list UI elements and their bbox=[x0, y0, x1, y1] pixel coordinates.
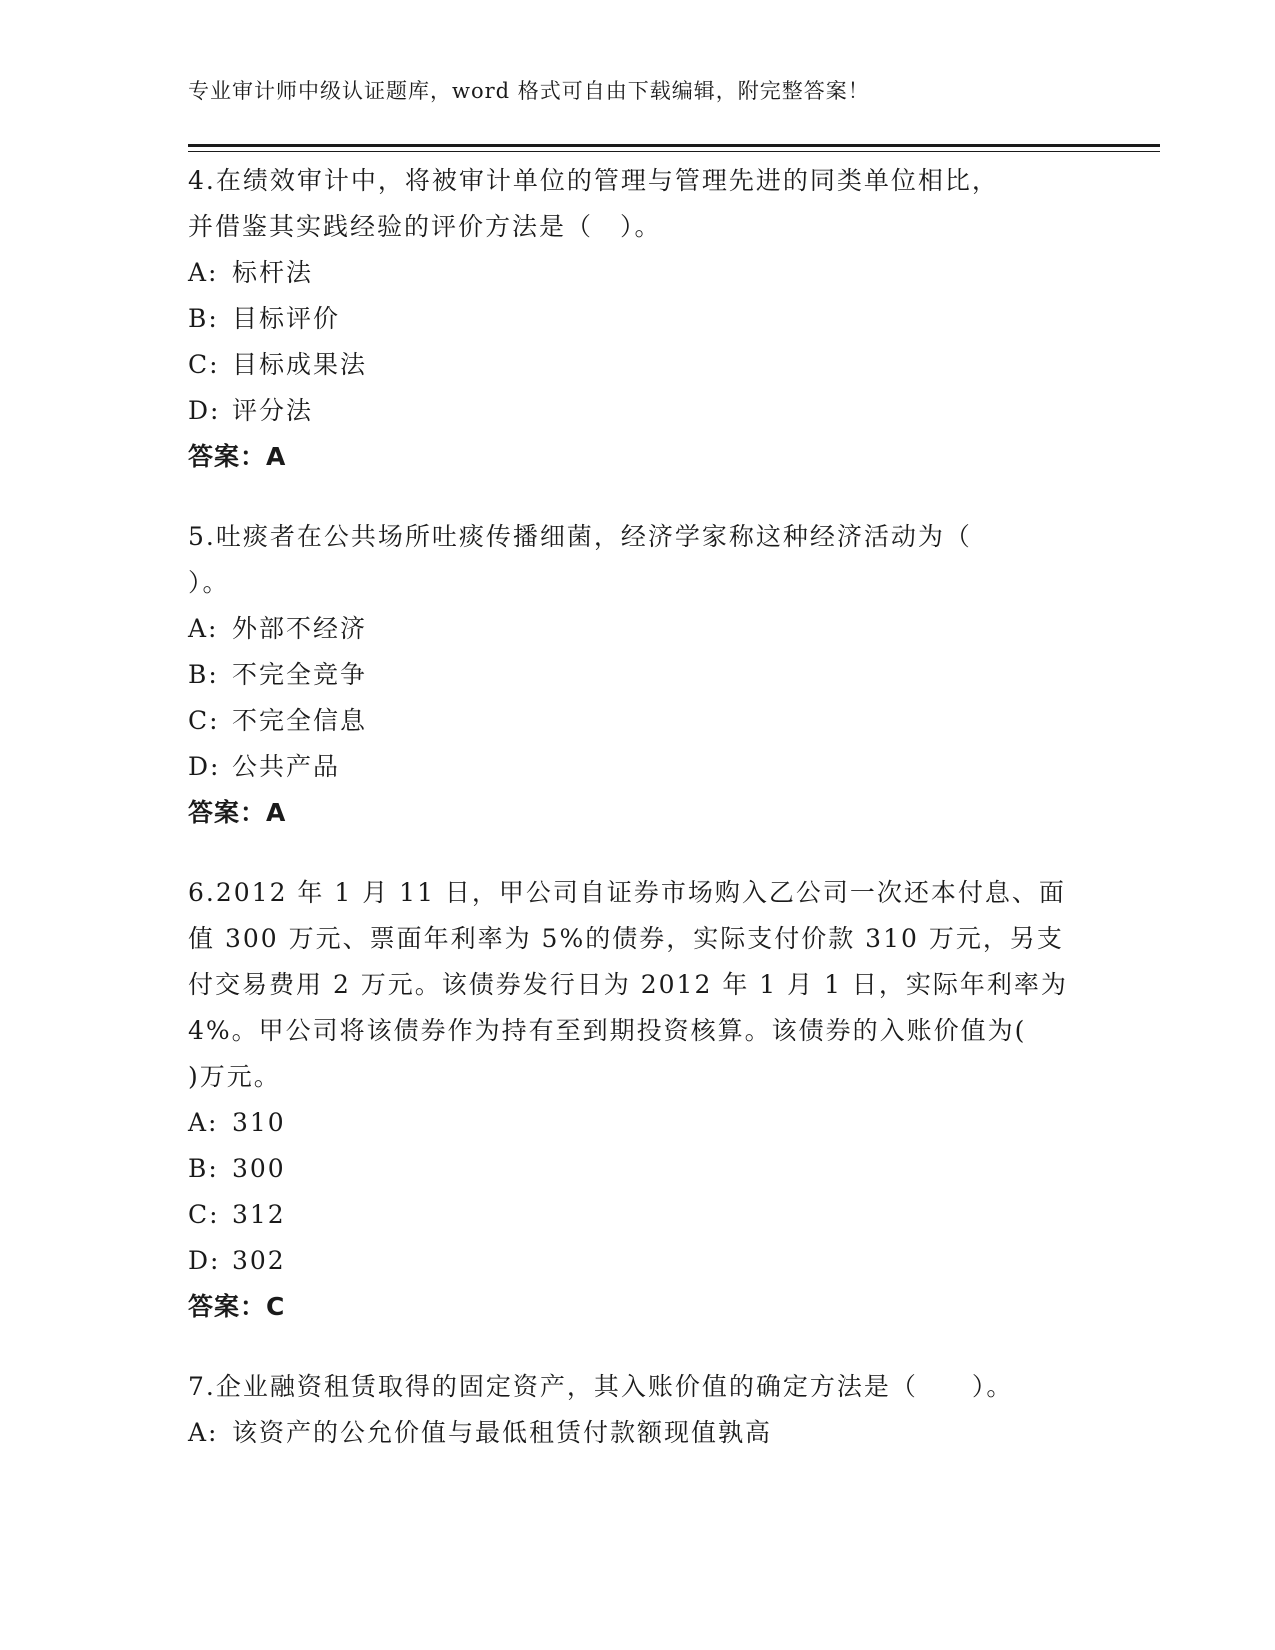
option-b bbox=[188, 652, 1088, 698]
stem-line: 4.在绩效审计中，将被审计单位的管理与管理先进的同类单位相比， bbox=[188, 166, 999, 195]
option-d bbox=[188, 1238, 1088, 1284]
option-c bbox=[188, 342, 1088, 388]
option-a bbox=[188, 606, 1088, 652]
option-text: 312 bbox=[232, 1200, 286, 1229]
option-letter: A: bbox=[188, 614, 219, 643]
stem-line: )万元。 bbox=[188, 1062, 281, 1091]
option-text: 标杆法 bbox=[232, 258, 314, 287]
option-letter: D: bbox=[188, 1246, 221, 1275]
option-a bbox=[188, 250, 1088, 296]
option-c bbox=[188, 1192, 1088, 1238]
option-text: 该资产的公允价值与最低租赁付款额现值孰高 bbox=[232, 1418, 773, 1447]
stem-line: 4%。甲公司将该债券作为持有至到期投资核算。该债券的入账价值为( bbox=[188, 1016, 1027, 1045]
question-stem bbox=[188, 1364, 1088, 1410]
option-text: 300 bbox=[232, 1154, 286, 1183]
stem-line: ）。 bbox=[188, 568, 230, 597]
question-stem bbox=[188, 514, 1088, 606]
answer-text: 答案：A bbox=[188, 798, 287, 827]
option-letter: A: bbox=[188, 1108, 219, 1137]
option-d bbox=[188, 744, 1088, 790]
option-text: 不完全信息 bbox=[232, 706, 368, 735]
option-text: 评分法 bbox=[232, 396, 314, 425]
answer-text: 答案：A bbox=[188, 442, 287, 471]
stem-line: 6.2012 年 1 月 11 日，甲公司自证券市场购入乙公司一次还本付息、面 bbox=[188, 878, 1066, 907]
stem-line: 并借鉴其实践经验的评价方法是（ ）。 bbox=[188, 212, 662, 241]
option-text: 不完全竞争 bbox=[232, 660, 368, 689]
option-letter: B: bbox=[188, 304, 219, 333]
question-list bbox=[188, 158, 1088, 1490]
question-6 bbox=[188, 870, 1088, 1330]
option-letter: C: bbox=[188, 1200, 220, 1229]
answer-text: 答案：C bbox=[188, 1292, 286, 1321]
option-a bbox=[188, 1410, 1088, 1456]
option-text: 310 bbox=[232, 1108, 286, 1137]
option-b bbox=[188, 296, 1088, 342]
option-text: 目标评价 bbox=[232, 304, 341, 333]
option-a bbox=[188, 1100, 1088, 1146]
option-letter: D: bbox=[188, 396, 221, 425]
option-letter: C: bbox=[188, 350, 220, 379]
question-7 bbox=[188, 1364, 1088, 1456]
stem-line: 值 300 万元、票面年利率为 5%的债券，实际支付价款 310 万元，另支 bbox=[188, 924, 1064, 953]
document-header: 专业审计师中级认证题库，word 格式可自由下载编辑，附完整答案！ bbox=[188, 79, 870, 103]
option-text: 302 bbox=[232, 1246, 286, 1275]
option-d bbox=[188, 388, 1088, 434]
header-rule-thick bbox=[188, 144, 1160, 147]
question-stem bbox=[188, 158, 1088, 250]
option-letter: B: bbox=[188, 1154, 219, 1183]
option-letter: A: bbox=[188, 1418, 219, 1447]
option-letter: B: bbox=[188, 660, 219, 689]
option-text: 外部不经济 bbox=[232, 614, 368, 643]
option-letter: C: bbox=[188, 706, 220, 735]
option-b bbox=[188, 1146, 1088, 1192]
question-5 bbox=[188, 514, 1088, 836]
question-4 bbox=[188, 158, 1088, 480]
option-letter: A: bbox=[188, 258, 219, 287]
option-letter: D: bbox=[188, 752, 221, 781]
option-c bbox=[188, 698, 1088, 744]
stem-line: 5.吐痰者在公共场所吐痰传播细菌，经济学家称这种经济活动为（ bbox=[188, 522, 972, 551]
option-text: 目标成果法 bbox=[232, 350, 368, 379]
option-text: 公共产品 bbox=[232, 752, 341, 781]
stem-line: 7.企业融资租赁取得的固定资产，其入账价值的确定方法是（ ）。 bbox=[188, 1372, 1014, 1401]
header-rule-thin bbox=[188, 151, 1160, 152]
question-stem bbox=[188, 870, 1088, 1100]
stem-line: 付交易费用 2 万元。该债券发行日为 2012 年 1 月 1 日，实际年利率为 bbox=[188, 970, 1068, 999]
